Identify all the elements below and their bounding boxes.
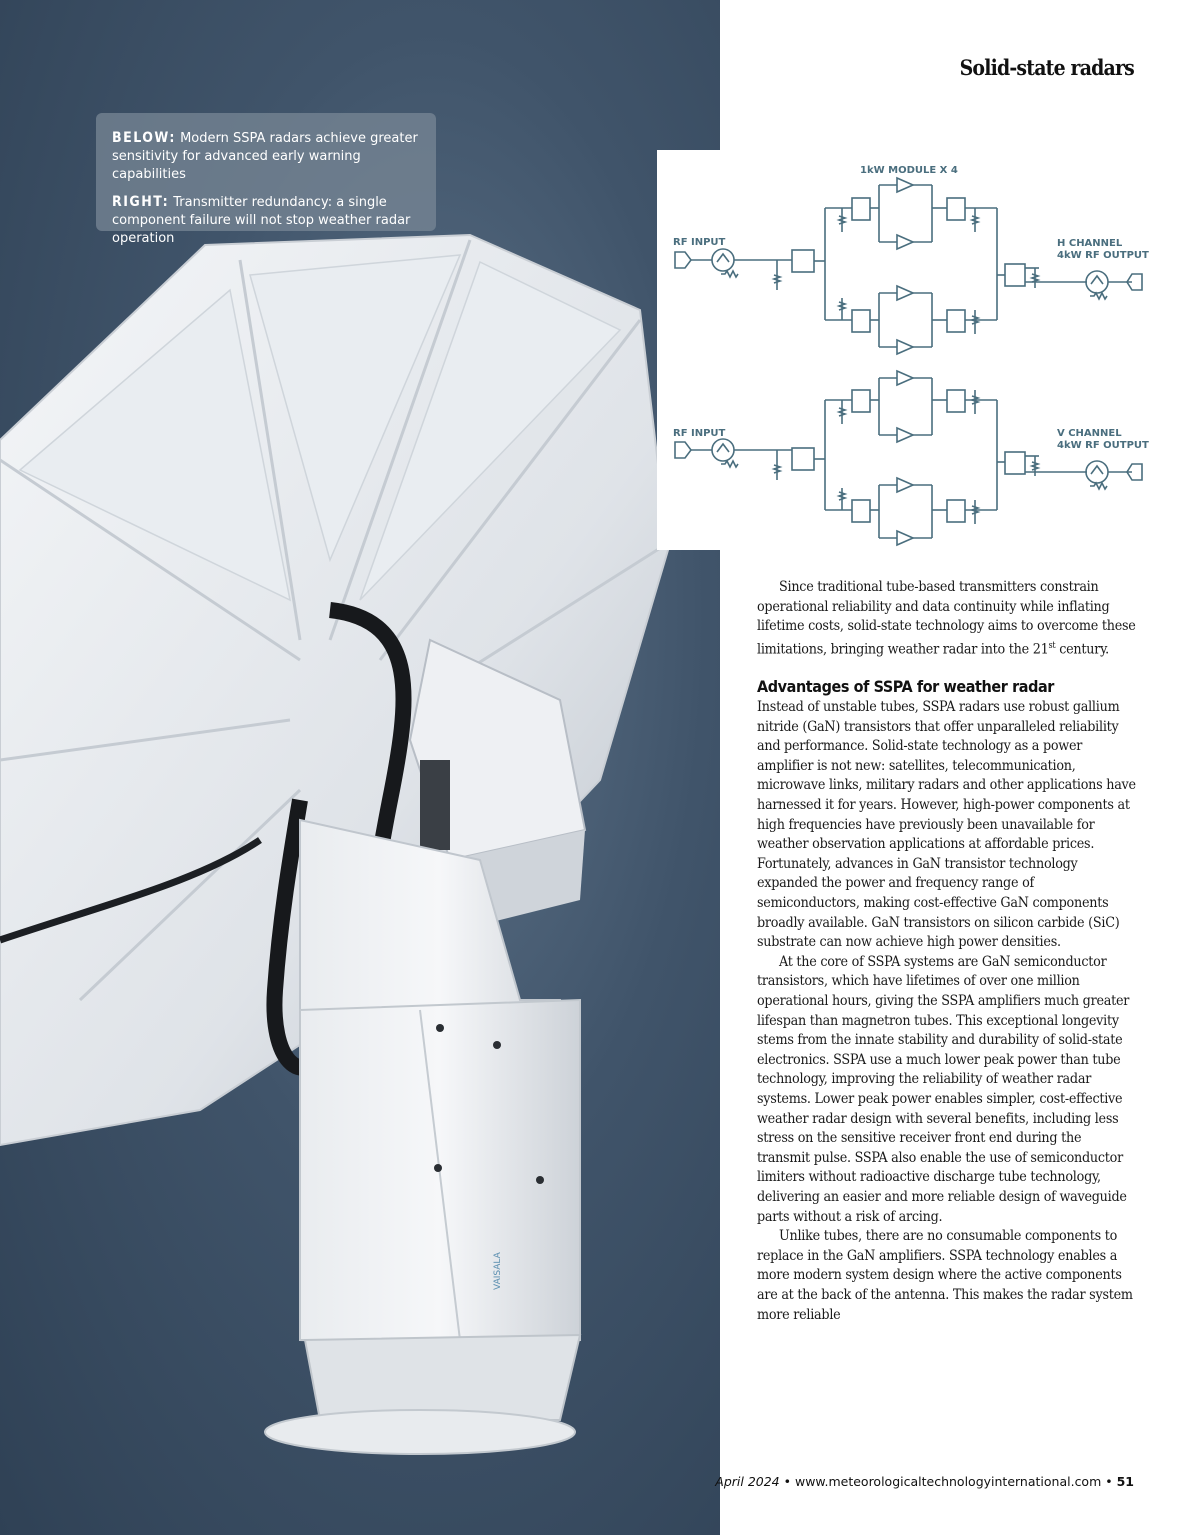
caption-below bbox=[112, 129, 436, 184]
h-channel-label: H CHANNEL bbox=[1057, 238, 1123, 249]
issue-date: April 2024 bbox=[715, 1474, 780, 1489]
footer-separator: • bbox=[1101, 1474, 1117, 1489]
intro-text: Since traditional tube-based transmitters constrain operational reliability and data continuity while inflating lifetime costs, solid-state technology aims to overcome these limitations, bringing weather radar into the 21 bbox=[757, 579, 1136, 658]
caption-right-text: Transmitter redundancy: a single component failure will not stop weather radar operation bbox=[112, 195, 411, 246]
footer-separator: • bbox=[779, 1474, 795, 1489]
v-channel-circuit bbox=[675, 371, 1142, 545]
page-number: 51 bbox=[1116, 1474, 1134, 1489]
paragraph-1: Instead of unstable tubes, SSPA radars use robust gallium nitride (GaN) transistors that offer unparalleled reliability and performance. Solid-state technology as a power amplifier is not new: satellites, telecommunication, microwave links, military radars and other applications have harnessed it for years. However, high-power components at high frequencies have previously been unavailable for weather observation applications at affordable prices. Fortunately, advances in GaN transistor technology expanded the power and frequency range of semiconductors, making cost-effective GaN components broadly available. GaN transistors on silicon carbide (SiC) substrate can now achieve high power densities. bbox=[757, 699, 1136, 951]
intro-paragraph bbox=[757, 578, 1137, 660]
vaisala-logo: VAISALA bbox=[493, 1252, 503, 1290]
v-rf-input-label: RF INPUT bbox=[673, 428, 726, 439]
subheading: Advantages of SSPA for weather radar bbox=[757, 677, 1054, 697]
caption-below-label: BELOW: bbox=[112, 130, 176, 146]
caption-below-text: Modern SSPA radars achieve greater sensitivity for advanced early warning capabilities bbox=[112, 131, 418, 182]
module-label: 1kW MODULE X 4 bbox=[860, 165, 958, 176]
intro-superscript: st bbox=[1048, 640, 1056, 651]
paragraph-3: Unlike tubes, there are no consumable components to replace in the GaN amplifiers. SSPA technology enables a more modern system design where the active components are at the back of the antenna. This makes the radar system more reliable bbox=[757, 1228, 1133, 1323]
h-output-label: 4kW RF OUTPUT bbox=[1057, 250, 1149, 261]
intro-text-end: century. bbox=[1055, 641, 1109, 658]
h-channel-circuit bbox=[675, 178, 1142, 354]
website-url: www.meteorologicaltechnologyinternational.com bbox=[794, 1474, 1102, 1489]
sspa-circuit-diagram bbox=[657, 150, 1160, 550]
h-rf-input-label: RF INPUT bbox=[673, 237, 726, 248]
caption-right bbox=[112, 193, 436, 248]
transmitter-block-diagram bbox=[657, 150, 1160, 550]
page-footer bbox=[715, 1474, 1134, 1489]
v-output-label: 4kW RF OUTPUT bbox=[1057, 440, 1149, 451]
photo-caption-box bbox=[96, 113, 436, 246]
section-title: Solid-state radars bbox=[959, 55, 1134, 80]
article-body bbox=[757, 578, 1137, 1325]
caption-right-label: RIGHT: bbox=[112, 194, 170, 210]
v-channel-label: V CHANNEL bbox=[1057, 428, 1122, 439]
paragraph-2: At the core of SSPA systems are GaN semiconductor transistors, which have lifetimes of over one million operational hours, giving the SSPA amplifiers much greater lifespan than magnetron tubes. This exceptional longevity stems from the innate stability and durability of solid-state electronics. SSPA use a much lower peak power than tube technology, improving the reliability of weather radar systems. Lower peak power enables simpler, cost-effective weather radar design with several benefits, including less stress on the sensitive receiver front end during the transmit pulse. SSPA also enable the use of semiconductor limiters without radioactive discharge tube technology, delivering an easier and more reliable design of waveguide parts without a risk of arcing. bbox=[757, 953, 1130, 1225]
